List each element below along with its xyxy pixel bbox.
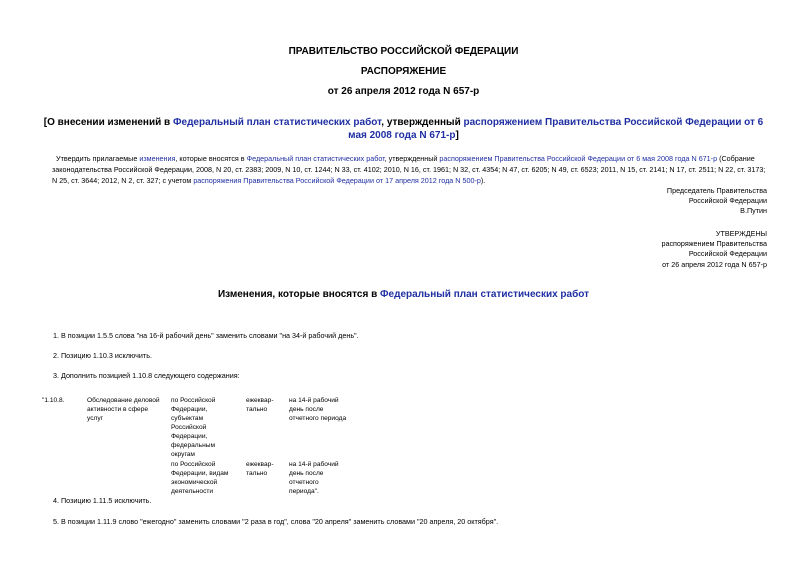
title-text: ]	[455, 130, 459, 141]
link-order-671[interactable]: распоряжением Правительства Российской Федерации от 6 мая 2008 года N 671-р	[439, 154, 718, 163]
signature-line: Председатель Правительства	[666, 186, 767, 195]
document-title	[40, 116, 767, 142]
title-text: [О внесении изменений в	[43, 117, 173, 128]
table-cell-scope: по Российской Федерации, субъектам Российской Федерации, федеральным округам	[171, 397, 216, 458]
document-date: от 26 апреля 2012 года N 657-р	[327, 86, 480, 97]
government-name: ПРАВИТЕЛЬСТВО РОССИЙСКОЙ ФЕДЕРАЦИИ	[288, 46, 519, 57]
approved-line: Российской Федерации	[688, 249, 767, 259]
signature-line: Российской Федерации	[688, 196, 767, 206]
list-item: 5. В позиции 1.11.9 слово "ежегодно" заменить словами "2 раза в год", слова "20 апреля" заменить словами "20 апреля, 20 октября".	[53, 517, 499, 526]
changes-title-text: Изменения, которые вносятся в	[217, 289, 381, 300]
table-cell-period: ежеквар-тально	[246, 461, 274, 477]
document-type: РАСПОРЯЖЕНИЕ	[360, 66, 447, 77]
body-text: ).	[480, 176, 486, 185]
body-text: , которые вносятся в	[175, 154, 247, 163]
list-item: 4. Позицию 1.11.5 исключить.	[53, 496, 152, 505]
approved-line: от 26 апреля 2012 года N 657-р	[662, 259, 767, 269]
table-cell-scope: по Российской Федерации, видам экономической деятельности	[171, 461, 229, 495]
body-text: Утвердить прилагаемые	[56, 154, 140, 163]
table-cell-deadline: на 14-й рабочий день после отчетного периода".	[289, 461, 339, 495]
body-paragraph	[52, 153, 769, 186]
list-item: 2. Позицию 1.10.3 исключить.	[53, 351, 152, 360]
body-text: (Собрание законодательства Российской Федерации, 2008, N 20, ст. 2383; 2009, N 10, ст. 1244; N 33, ст. 4102; 2010, N 16, ст. 1961; N 32, ст. 4354; N 47, ст. 6205; N 49, ст. 6523; 2011, N 15, ст. 2141; N 17, ст. 2511; N 22, ст. 3173; N 25, ст. 3644; 2012, N 2, ст. 327; с учетом	[52, 154, 766, 185]
signature-name: В.Путин	[740, 206, 767, 216]
link-order-500[interactable]: распоряжения Правительства Российской Федерации от 17 апреля 2012 года N 500-р	[193, 176, 481, 185]
changes-title	[0, 289, 807, 300]
approved-line: распоряжением Правительства	[661, 239, 767, 249]
signature-block	[467, 186, 767, 217]
approved-block	[467, 229, 767, 270]
table-cell-number: "1.10.8.	[42, 397, 65, 404]
title-text: , утвержденный	[381, 117, 464, 128]
link-plan[interactable]: Федеральный план статистических работ	[246, 154, 385, 163]
table-cell-name: Обследование деловой активности в сфере услуг	[87, 397, 160, 422]
list-item: 1. В позиции 1.5.5 слова "на 16-й рабочий день" заменить словами "на 34-й рабочий день".	[53, 331, 359, 340]
body-text: , утвержденный	[384, 154, 440, 163]
title-link-order[interactable]: распоряжением Правительства Российской Федерации от 6 мая 2008 года N 671-р	[348, 117, 764, 141]
link-changes[interactable]: изменения	[139, 154, 176, 163]
table-cell-deadline: на 14-й рабочий день после отчетного периода	[289, 397, 347, 422]
changes-title-link[interactable]: Федеральный план статистических работ	[380, 289, 590, 300]
approved-line: УТВЕРЖДЕНЫ	[715, 229, 767, 238]
title-link-plan[interactable]: Федеральный план статистических работ	[172, 117, 382, 128]
table-cell-period: ежеквар-тально	[246, 397, 274, 413]
list-item: 3. Дополнить позицией 1.10.8 следующего содержания:	[53, 371, 240, 380]
